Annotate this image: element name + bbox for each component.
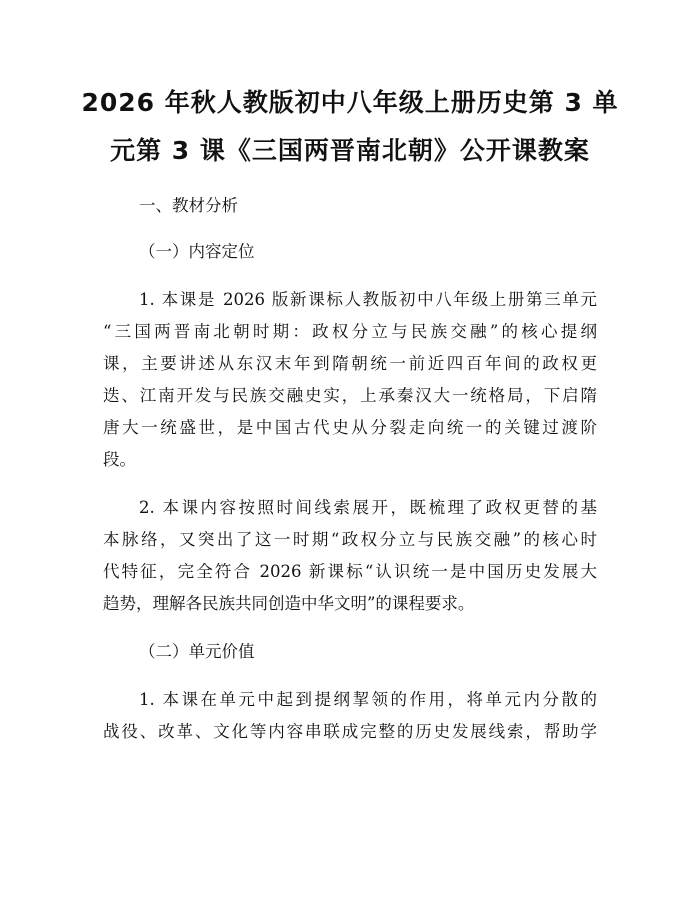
subsection-heading-content-positioning: （一）内容定位: [139, 242, 255, 261]
paragraph-line: “三国两晋南北朝时期：政权分立与民族交融”的核心提纲: [103, 322, 597, 341]
document-title-line-1: 2026 年秋人教版初中八年级上册历史第 3 单: [81, 88, 619, 117]
section-heading-textbook-analysis: 一、教材分析: [139, 196, 238, 215]
paragraph-line: 课，主要讲述从东汉末年到隋朝统一前近四百年间的政权更: [103, 354, 597, 373]
paragraph-line: 迭、江南开发与民族交融史实，上承秦汉大一统格局，下启隋: [103, 386, 597, 405]
paragraph-line: 唐大一统盛世，是中国古代史从分裂走向统一的关键过渡阶: [103, 418, 597, 437]
subsection-heading-unit-value: （二）单元价值: [139, 642, 255, 661]
paragraph-line: 1. 本课是 2026 版新课标人教版初中八年级上册第三单元: [139, 290, 597, 309]
paragraph-line: 趋势，理解各民族共同创造中华文明”的课程要求。: [103, 594, 475, 613]
paragraph-line: 2. 本课内容按照时间线索展开，既梳理了政权更替的基: [139, 498, 597, 517]
paragraph-line: 战役、改革、文化等内容串联成完整的历史发展线索，帮助学: [103, 722, 597, 741]
paragraph-line: 1. 本课在单元中起到提纲挈领的作用，将单元内分散的: [139, 690, 597, 709]
paragraph-line: 段。: [103, 450, 136, 469]
document-title-line-2: 元第 3 课《三国两晋南北朝》公开课教案: [110, 136, 590, 165]
paragraph-line: 本脉络，又突出了这一时期“政权分立与民族交融”的核心时: [103, 530, 597, 549]
paragraph-line: 代特征，完全符合 2026 新课标“认识统一是中国历史发展大: [103, 562, 597, 581]
